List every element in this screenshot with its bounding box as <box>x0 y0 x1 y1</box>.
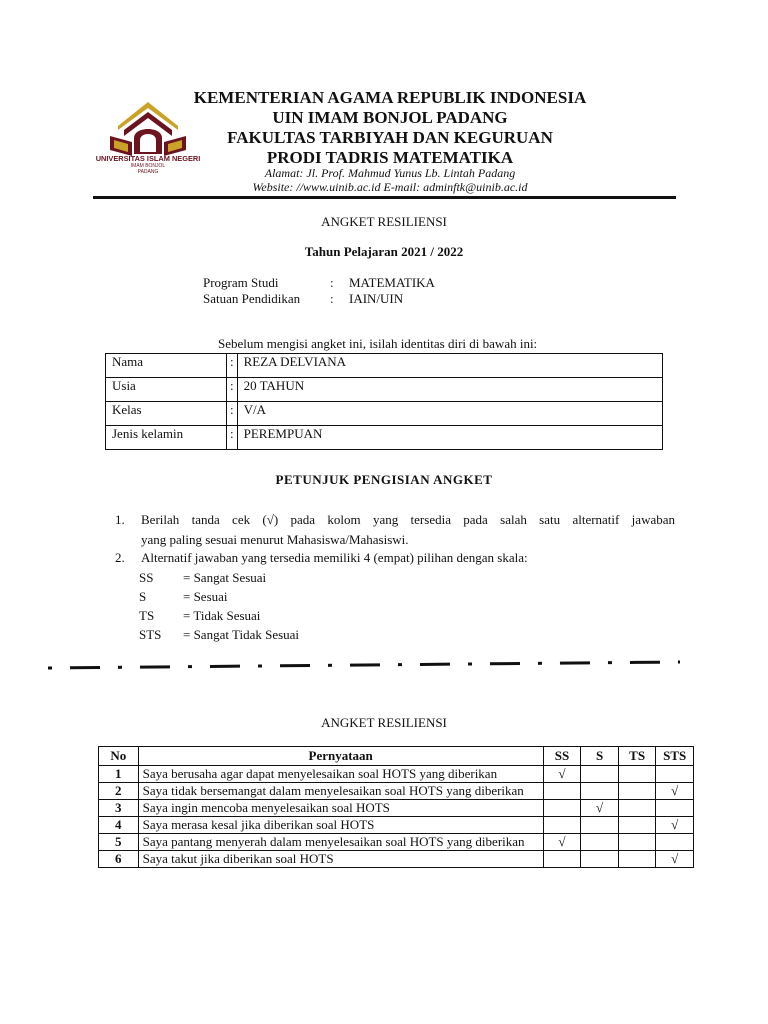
letterhead-university: UIN IMAM BONJOL PADANG <box>272 108 508 127</box>
questionnaire-title: ANGKET RESILIENSI <box>321 715 447 730</box>
check-s[interactable] <box>581 783 619 800</box>
identity-sep: : <box>227 426 238 450</box>
identity-sep: : <box>227 402 238 426</box>
row-number: 1 <box>99 766 139 783</box>
questionnaire-table <box>98 746 694 868</box>
check-sts[interactable] <box>656 766 694 783</box>
check-ts[interactable] <box>618 766 656 783</box>
identity-row <box>106 426 663 450</box>
table-row <box>99 783 694 800</box>
program-sep: : <box>330 275 334 290</box>
check-s[interactable] <box>581 851 619 868</box>
check-ss[interactable]: √ <box>543 766 581 783</box>
row-statement: Saya ingin mencoba menyelesaikan soal HOTS <box>138 800 543 817</box>
scale-ts <box>139 606 260 626</box>
cut-line-divider <box>44 656 684 676</box>
identity-row <box>106 402 663 426</box>
identity-value: REZA DELVIANA <box>237 354 662 378</box>
letterhead-program: PRODI TADRIS MATEMATIKA <box>266 148 514 167</box>
scale-abbr: SS <box>139 570 154 585</box>
scale-abbr: STS <box>139 627 162 642</box>
table-row <box>99 817 694 834</box>
instruction-item-2 <box>115 548 675 568</box>
check-s[interactable]: √ <box>581 800 619 817</box>
header-ts: TS <box>618 747 656 766</box>
check-sts[interactable] <box>656 800 694 817</box>
header-statement: Pernyataan <box>138 747 543 766</box>
academic-year: Tahun Pelajaran 2021 / 2022 <box>304 244 464 259</box>
check-ss[interactable]: √ <box>543 834 581 851</box>
scale-abbr: TS <box>139 608 155 623</box>
identity-label: Kelas <box>106 402 227 426</box>
program-value: MATEMATIKA <box>349 275 435 290</box>
instruction-number: 2. <box>115 550 125 565</box>
identity-value: PEREMPUAN <box>237 426 662 450</box>
table-row <box>99 834 694 851</box>
instruction-number: 1. <box>115 512 125 527</box>
identity-label: Nama <box>106 354 227 378</box>
identity-value: V/A <box>237 402 662 426</box>
scale-sts <box>139 625 299 645</box>
identity-value: 20 TAHUN <box>237 378 662 402</box>
letterhead-address: Alamat: Jl. Prof. Mahmud Yunus Lb. Lintah Padang <box>264 166 516 180</box>
table-row <box>99 800 694 817</box>
check-sts[interactable]: √ <box>656 851 694 868</box>
logo-sub1: IMAM BONJOL <box>130 163 166 169</box>
satuan-label: Satuan Pendidikan <box>203 291 301 306</box>
instructions-title: PETUNJUK PENGISIAN ANGKET <box>275 472 493 487</box>
logo-sub2: PADANG <box>137 169 159 175</box>
intro-text: Sebelum mengisi angket ini, isilah identitas diri di bawah ini: <box>218 336 538 351</box>
logo-label: UNIVERSITAS ISLAM NEGERI <box>95 154 201 163</box>
row-statement: Saya pantang menyerah dalam menyelesaikan soal HOTS yang diberikan <box>138 834 543 851</box>
satuan-value: IAIN/UIN <box>349 291 404 306</box>
check-ss[interactable] <box>543 817 581 834</box>
check-sts[interactable]: √ <box>656 817 694 834</box>
check-sts[interactable]: √ <box>656 783 694 800</box>
identity-table <box>105 353 663 450</box>
check-s[interactable] <box>581 766 619 783</box>
row-number: 5 <box>99 834 139 851</box>
scale-abbr: S <box>139 589 147 604</box>
table-header-row <box>99 747 694 766</box>
check-ts[interactable] <box>618 834 656 851</box>
identity-row <box>106 354 663 378</box>
check-ss[interactable] <box>543 851 581 868</box>
instruction-item-1 <box>115 510 675 550</box>
check-s[interactable] <box>581 817 619 834</box>
instruction-text: Alternatif jawaban yang tersedia memiliki 4 (empat) pilihan dengan skala: <box>141 550 528 565</box>
row-number: 4 <box>99 817 139 834</box>
scale-desc: = Sangat Tidak Sesuai <box>183 627 300 642</box>
scale-ss <box>139 568 266 588</box>
scale-desc: = Tidak Sesuai <box>183 608 261 623</box>
letterhead-website: Website: //www.uinib.ac.id E-mail: adminftk@uinib.ac.id <box>252 180 528 194</box>
row-number: 6 <box>99 851 139 868</box>
identity-row <box>106 378 663 402</box>
row-statement: Saya berusaha agar dapat menyelesaikan soal HOTS yang diberikan <box>138 766 543 783</box>
row-statement: Saya tidak bersemangat dalam menyelesaikan soal HOTS yang diberikan <box>138 783 543 800</box>
table-row <box>99 766 694 783</box>
table-row <box>99 851 694 868</box>
row-statement: Saya merasa kesal jika diberikan soal HOTS <box>138 817 543 834</box>
letterhead-ministry: KEMENTERIAN AGAMA REPUBLIK INDONESIA <box>193 88 587 107</box>
scale-desc: = Sangat Sesuai <box>183 570 267 585</box>
instruction-text-cont: yang paling sesuai menurut Mahasiswa/Mahasiswi. <box>141 532 409 547</box>
satuan-sep: : <box>330 291 334 306</box>
instruction-text: Berilah tanda cek (√) pada kolom yang tersedia pada salah satu alternatif jawaban <box>141 512 675 527</box>
identity-sep: : <box>227 378 238 402</box>
row-number: 3 <box>99 800 139 817</box>
identity-label: Jenis kelamin <box>106 426 227 450</box>
check-sts[interactable] <box>656 834 694 851</box>
row-number: 2 <box>99 783 139 800</box>
page-title: ANGKET RESILIENSI <box>321 214 447 229</box>
letterhead-faculty: FAKULTAS TARBIYAH DAN KEGURUAN <box>227 128 553 147</box>
check-ts[interactable] <box>618 800 656 817</box>
check-ts[interactable] <box>618 817 656 834</box>
header-no: No <box>99 747 139 766</box>
identity-sep: : <box>227 354 238 378</box>
identity-label: Usia <box>106 378 227 402</box>
header-s: S <box>581 747 619 766</box>
check-s[interactable] <box>581 834 619 851</box>
scale-desc: = Sesuai <box>183 589 228 604</box>
check-ts[interactable] <box>618 851 656 868</box>
header-ss: SS <box>543 747 581 766</box>
check-ss[interactable] <box>543 800 581 817</box>
header-sts: STS <box>656 747 694 766</box>
scale-s <box>139 587 228 607</box>
program-label: Program Studi <box>203 275 279 290</box>
row-statement: Saya takut jika diberikan soal HOTS <box>138 851 543 868</box>
check-ts[interactable] <box>618 783 656 800</box>
check-ss[interactable] <box>543 783 581 800</box>
letterhead-divider <box>93 196 676 199</box>
